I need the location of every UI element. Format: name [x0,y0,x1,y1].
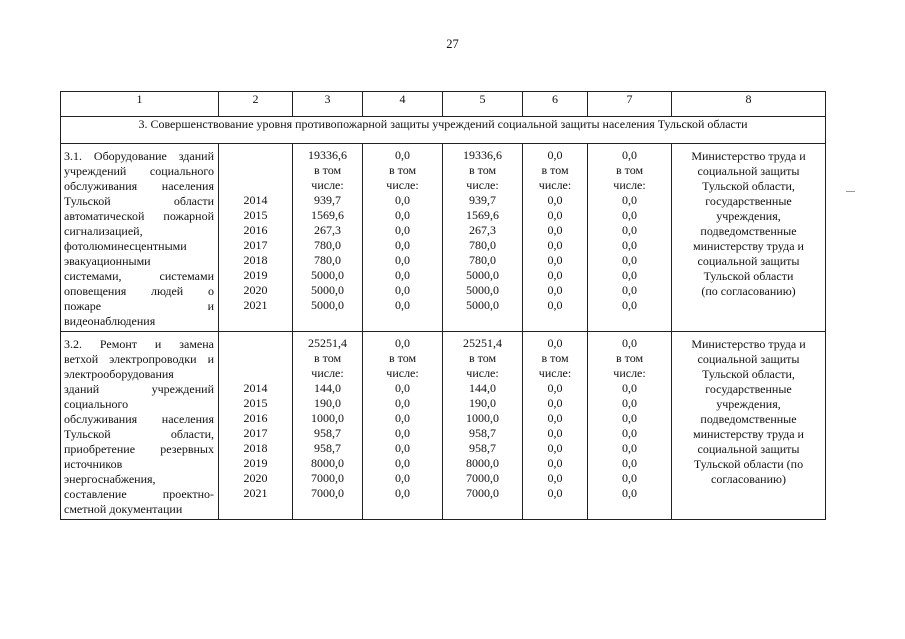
description-line: ветхой электропроводки и [64,352,214,366]
year-value: 2014 [243,193,268,207]
funding-value: 0,0 [395,396,410,410]
year-value: 2018 [243,253,268,267]
description-line: обслуживания населения [64,412,214,426]
regional-funding-cell [443,144,523,332]
funding-value: 7000,0 [466,471,499,485]
column-header: 4 [363,92,443,117]
funding-value: 0,0 [547,283,563,297]
funding-value: 0,0 [547,336,563,350]
funding-value: 0,0 [622,298,637,312]
funding-value: 0,0 [395,148,410,162]
responsible-line: подведомственные [700,412,797,426]
description-line: зданий учреждений [64,382,214,396]
total-funding-cell [293,332,363,520]
description-line: Тульской области [64,194,214,208]
responsible-line: социальной защиты [697,254,800,268]
funding-value: 0,0 [547,411,563,425]
year-value: 2017 [243,238,268,252]
description-line: энергоснабжения, [64,472,156,486]
year-value: 2020 [243,283,268,297]
measure-description [61,332,219,520]
funding-value: 0,0 [547,381,563,395]
year-value: 2021 [243,298,268,312]
description-line: фотолюминесцентными [64,239,187,253]
funding-value: в том [388,163,417,177]
description-line: составление проектно- [64,487,214,501]
year-value [219,366,292,381]
funding-value: 7000,0 [311,471,344,485]
year-value [219,148,292,163]
description-line: видеонаблюдения [64,314,156,328]
description-line: автоматической пожарной [64,209,214,223]
funding-value: 267,3 [469,223,496,237]
funding-value: 0,0 [622,268,637,282]
funding-value: 0,0 [547,441,563,455]
municipal-funding-cell [523,332,588,520]
funding-value: числе: [311,178,344,192]
funding-value: 5000,0 [311,283,344,297]
year-value: 2014 [243,381,268,395]
funding-value: в том [468,351,497,365]
funding-value: 5000,0 [311,298,344,312]
funding-value: 0,0 [622,208,637,222]
funding-value: 0,0 [395,223,410,237]
funding-value: 5000,0 [466,283,499,297]
funding-value: числе: [386,366,419,380]
funding-value: 7000,0 [466,486,499,500]
funding-value: 939,7 [469,193,496,207]
federal-funding-cell [363,332,443,520]
year-value [219,336,292,351]
funding-value: 0,0 [395,193,410,207]
funding-value: 0,0 [622,381,637,395]
description-line: 3.2. Ремонт и замена [64,337,214,351]
responsible-line: социальной защиты [697,164,800,178]
funding-value: 0,0 [547,268,563,282]
funding-value: 1569,6 [466,208,499,222]
responsible-cell [672,332,826,520]
funding-value: в том [615,163,644,177]
funding-value: 1569,6 [311,208,344,222]
responsible-line: Министерство труда и [691,149,806,163]
description-line: оповещения людей о [64,284,214,298]
funding-value: в том [541,351,569,365]
responsible-line: Тульской области, [702,179,795,193]
funding-value: в том [468,163,497,177]
other-funding-cell [588,332,672,520]
funding-value: 5000,0 [466,268,499,282]
funding-value: 0,0 [622,253,637,267]
funding-value: 0,0 [395,268,410,282]
funding-value: в том [313,163,342,177]
funding-value: 0,0 [547,486,563,500]
column-header: 7 [588,92,672,117]
funding-value: 0,0 [395,253,410,267]
section-row [61,117,826,144]
funding-value: 958,7 [314,441,341,455]
funding-value: 1000,0 [311,411,344,425]
funding-value: 267,3 [314,223,341,237]
funding-value: 0,0 [547,238,563,252]
funding-value: 144,0 [469,381,496,395]
table-row [61,332,826,520]
funding-value: 958,7 [314,426,341,440]
year-value: 2015 [243,208,268,222]
funding-value: 780,0 [314,238,341,252]
measure-description [61,144,219,332]
funding-value: 7000,0 [311,486,344,500]
year-value: 2016 [243,411,268,425]
responsible-line: (по согласованию) [701,284,796,298]
funding-value: 0,0 [547,208,563,222]
description-line: Тульской области, [64,427,214,441]
description-line: системами, системами [64,269,214,283]
funding-value: 0,0 [622,283,637,297]
description-line: источников [64,457,123,471]
table-row [61,144,826,332]
responsible-line: Тульской области (по [693,457,804,471]
funding-value: 0,0 [395,381,410,395]
year-value: 2019 [243,456,268,470]
funding-value: 0,0 [622,441,637,455]
funding-value: 0,0 [622,396,637,410]
year-value [219,163,292,178]
description-line: электрооборудования [64,367,174,381]
responsible-line: социальной защиты [697,352,800,366]
year-value: 2015 [243,396,268,410]
year-value: 2019 [243,268,268,282]
funding-value: 19336,6 [308,148,347,162]
responsible-line: министерству труда и [693,427,804,441]
description-line: эвакуационными [64,254,151,268]
column-header: 8 [672,92,826,117]
responsible-line: социальной защиты [697,442,800,456]
funding-value: числе: [613,366,646,380]
years-cell [219,332,293,520]
funding-value: 25251,4 [308,336,347,350]
funding-value: 0,0 [395,336,410,350]
funding-value: числе: [466,178,499,192]
total-funding-cell [293,144,363,332]
column-header: 6 [523,92,588,117]
column-header: 5 [443,92,523,117]
funding-value: 5000,0 [466,298,499,312]
funding-value: 0,0 [622,426,637,440]
section-title: 3. Совершенствование уровня противопожарной защиты учреждений социальной защиты населения Тульской области [61,117,826,144]
funding-value: 0,0 [395,486,410,500]
funding-value: числе: [386,178,419,192]
funding-value: 0,0 [622,411,637,425]
year-value [219,351,292,366]
funding-value: 780,0 [469,253,496,267]
other-funding-cell [588,144,672,332]
funding-value: 0,0 [547,253,563,267]
funding-value: 0,0 [547,456,563,470]
responsible-line: государственные [705,194,792,208]
column-number-row [61,92,826,117]
funding-value: 958,7 [469,426,496,440]
funding-value: 0,0 [622,238,637,252]
description-line: приобретение резервных [64,442,214,456]
funding-value: 939,7 [314,193,341,207]
responsible-line: учреждения, [716,209,781,223]
funding-value: 0,0 [395,283,410,297]
responsible-line: государственные [705,382,792,396]
description-line: социального [64,397,129,411]
funding-value: 0,0 [395,298,410,312]
funding-value: в том [388,351,417,365]
funding-value: числе: [311,366,344,380]
page-number: 27 [446,37,459,51]
funding-value: 780,0 [314,253,341,267]
funding-value: в том [541,163,569,177]
funding-value: 0,0 [547,426,563,440]
funding-value: 0,0 [547,471,563,485]
funding-value: числе: [466,366,499,380]
responsible-line: министерству труда и [693,239,804,253]
year-value [219,178,292,193]
year-value: 2020 [243,471,268,485]
responsible-line: Тульской области [703,269,794,283]
funding-value: 0,0 [395,426,410,440]
column-header: 1 [61,92,219,117]
funding-value: 0,0 [622,486,637,500]
year-value: 2016 [243,223,268,237]
year-value: 2021 [243,486,268,500]
responsible-line: Тульской области, [702,367,795,381]
description-line: учреждений социального [64,164,214,178]
funding-value: 5000,0 [311,268,344,282]
funding-value: 0,0 [395,238,410,252]
responsible-line: Министерство труда и [691,337,806,351]
funding-value: 0,0 [622,456,637,470]
description-line: пожаре и [64,299,214,313]
funding-value: 0,0 [395,441,410,455]
funding-value: 8000,0 [311,456,344,470]
program-table [60,91,826,520]
funding-value: 0,0 [622,193,637,207]
description-line: сигнализацией, [64,224,143,238]
funding-value: 190,0 [314,396,341,410]
funding-value: 0,0 [547,223,563,237]
funding-value: 0,0 [547,148,563,162]
funding-value: 0,0 [395,208,410,222]
funding-value: числе: [613,178,646,192]
column-header: 2 [219,92,293,117]
funding-value: 0,0 [622,148,637,162]
funding-value: 958,7 [469,441,496,455]
funding-value: 0,0 [395,471,410,485]
responsible-line: учреждения, [716,397,781,411]
year-value: 2018 [243,441,268,455]
funding-value: 190,0 [469,396,496,410]
regional-funding-cell [443,332,523,520]
responsible-cell [672,144,826,332]
funding-value: 0,0 [395,456,410,470]
funding-value: 19336,6 [463,148,502,162]
funding-value: числе: [538,178,572,192]
funding-value: 1000,0 [466,411,499,425]
funding-value: 0,0 [547,193,563,207]
funding-value: 25251,4 [463,336,502,350]
column-header: 3 [293,92,363,117]
funding-value: 780,0 [469,238,496,252]
funding-value: 0,0 [622,471,637,485]
funding-value: в том [615,351,644,365]
funding-value: числе: [538,366,572,380]
federal-funding-cell [363,144,443,332]
year-value: 2017 [243,426,268,440]
description-line: 3.1. Оборудование зданий [64,149,214,163]
funding-value: 0,0 [622,223,637,237]
funding-value: 8000,0 [466,456,499,470]
responsible-line: согласованию) [711,472,786,486]
description-line: сметной документации [64,502,183,516]
funding-value: 0,0 [395,411,410,425]
funding-value: 0,0 [547,396,563,410]
scan-mark [846,191,855,192]
years-cell [219,144,293,332]
municipal-funding-cell [523,144,588,332]
responsible-line: подведомственные [700,224,797,238]
funding-value: 144,0 [314,381,341,395]
funding-value: в том [313,351,342,365]
funding-value: 0,0 [547,298,563,312]
description-line: обслуживания населения [64,179,214,193]
funding-value: 0,0 [622,336,637,350]
